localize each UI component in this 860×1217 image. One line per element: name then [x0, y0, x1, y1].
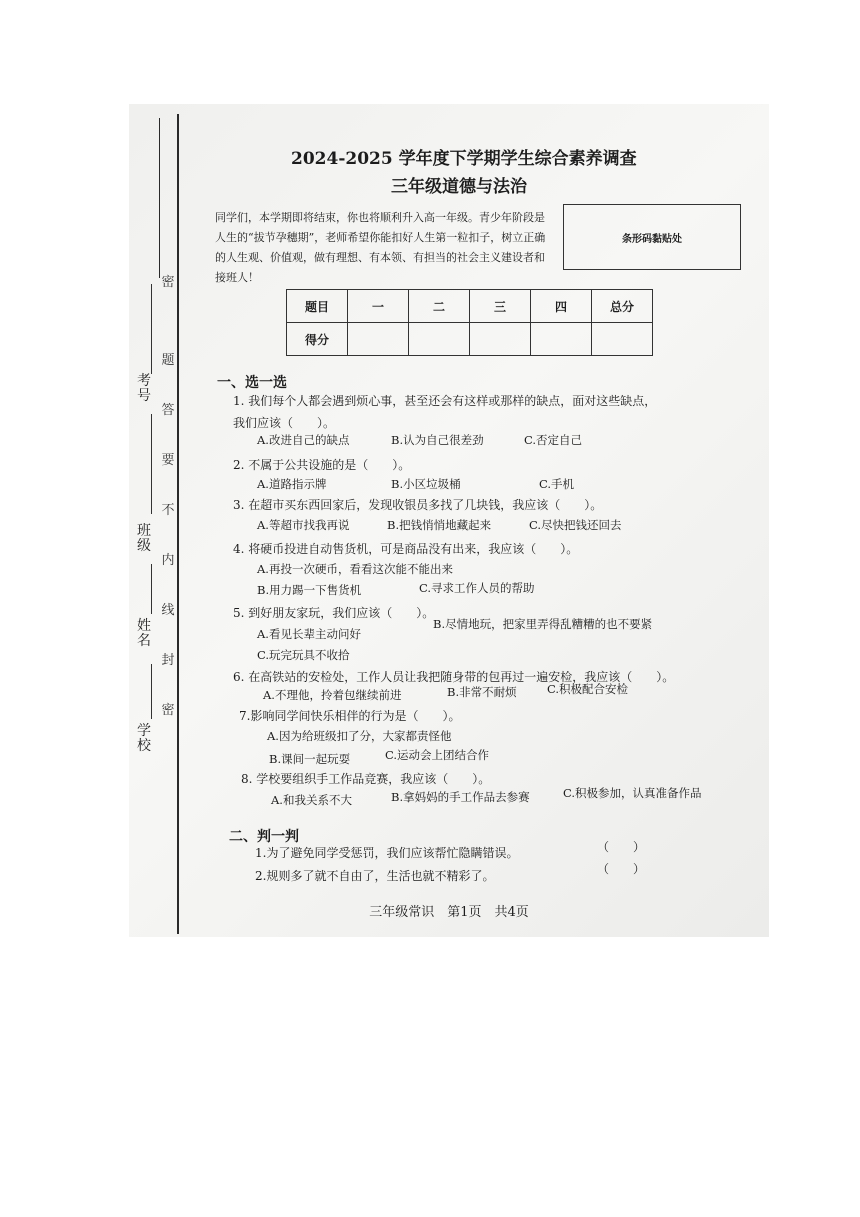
option[interactable]: A.再投一次硬币，看看这次能不能出来	[257, 562, 453, 576]
seal-char: 封	[161, 653, 175, 668]
barcode-label: 条形码黏贴处	[622, 233, 682, 245]
option[interactable]: A.因为给班级扣了分，大家都责怪他	[267, 729, 452, 743]
option[interactable]: B.用力踢一下售货机	[257, 583, 362, 597]
question-5-stem: 5. 到好朋友家玩，我们应该（ ）。	[233, 606, 435, 620]
option[interactable]: B.拿妈妈的手工作品去参赛	[391, 790, 530, 804]
score-input-cell[interactable]	[470, 323, 531, 356]
score-cell: 二	[409, 290, 470, 323]
section-heading-choice: 一、选一选	[217, 375, 287, 391]
field-label-school: 学校	[137, 723, 151, 754]
field-line-school	[151, 664, 152, 719]
judge-item-1: 1.为了避免同学受惩罚，我们应该帮忙隐瞒错误。	[255, 846, 519, 860]
option[interactable]: C.积极参加，认真准备作品	[563, 786, 702, 800]
score-cell: 题目	[287, 290, 348, 323]
score-cell: 总分	[592, 290, 653, 323]
seal-char: 要	[161, 453, 175, 468]
option[interactable]: A.改进自己的缺点	[257, 433, 350, 447]
option[interactable]: B.非常不耐烦	[447, 685, 517, 699]
exam-title: 2024-2025 学年度下学期学生综合素养调查	[291, 149, 637, 169]
field-line-exam-no	[151, 284, 152, 374]
option[interactable]: B.认为自己很差劲	[391, 433, 484, 447]
score-table-header-row	[287, 290, 653, 323]
seal-char-top: 密	[161, 275, 175, 290]
option[interactable]: C.运动会上团结合作	[385, 748, 490, 762]
field-line-class	[151, 414, 152, 514]
option[interactable]: C.玩完玩具不收拾	[257, 648, 350, 662]
question-6-stem: 6. 在高铁站的安检处，工作人员让我把随身带的包再过一遍安检，我应该（ ）。	[233, 670, 675, 684]
judge-bracket-2[interactable]: （ ）	[597, 862, 646, 876]
field-label-class: 班级	[137, 523, 151, 554]
option[interactable]: A.道路指示牌	[257, 477, 327, 491]
option[interactable]: C.手机	[539, 477, 575, 491]
field-label-exam-no: 考号	[137, 373, 151, 404]
intro-text: 同学们，本学期即将结束，你也将顺利升入高一年级。青少年阶段是人生的“拔节孕穗期”，老师希望你能扣好人生第一粒扣子，树立正确的人生观、价值观，做有理想、有本领、有担当的社会主义建设者和接班人！	[215, 211, 546, 284]
option[interactable]: A.等超市找我再说	[257, 518, 350, 532]
binding-line-outer	[177, 114, 179, 934]
option[interactable]: C.否定自己	[524, 433, 583, 447]
option[interactable]: C.寻求工作人员的帮助	[419, 581, 535, 595]
barcode-box	[563, 204, 741, 270]
page-footer: 三年级常识 第1页 共4页	[369, 905, 529, 920]
option[interactable]: B.课间一起玩耍	[269, 752, 351, 766]
score-row-label: 得分	[287, 323, 348, 356]
question-1-stem: 1. 我们每个人都会遇到烦心事，甚至还会有这样或那样的缺点，面对这些缺点，	[233, 394, 657, 408]
option[interactable]: A.不理他，拎着包继续前进	[263, 688, 402, 702]
question-2-stem: 2. 不属于公共设施的是（ ）。	[233, 458, 411, 472]
score-cell: 四	[531, 290, 592, 323]
score-cell: 一	[348, 290, 409, 323]
score-input-cell[interactable]	[531, 323, 592, 356]
seal-char: 不	[161, 503, 175, 518]
option[interactable]: A.看见长辈主动问好	[257, 627, 361, 641]
score-table	[286, 289, 653, 356]
option[interactable]: C.积极配合安检	[547, 682, 629, 696]
binding-line-inner	[159, 118, 160, 278]
score-table-score-row	[287, 323, 653, 356]
score-input-cell[interactable]	[348, 323, 409, 356]
judge-item-2: 2.规则多了就不自由了，生活也就不精彩了。	[255, 869, 495, 883]
field-line-name	[151, 564, 152, 614]
seal-char: 题	[161, 353, 175, 368]
question-1-stem-cont: 我们应该（ ）。	[233, 416, 336, 430]
question-7-stem: 7.影响同学间快乐相伴的行为是（ ）。	[239, 709, 461, 723]
option[interactable]: B.把钱悄悄地藏起来	[387, 518, 492, 532]
seal-char: 线	[161, 603, 175, 618]
option[interactable]: B.尽情地玩，把家里弄得乱糟糟的也不要紧	[433, 617, 653, 631]
question-3-stem: 3. 在超市买东西回家后，发现收银员多找了几块钱，我应该（ ）。	[233, 498, 603, 512]
seal-char: 答	[161, 403, 175, 418]
option[interactable]: C.尽快把钱还回去	[529, 518, 622, 532]
option[interactable]: A.和我关系不大	[271, 793, 352, 807]
exam-subtitle: 三年级道德与法治	[391, 177, 527, 197]
question-8-stem: 8. 学校要组织手工作品竞赛，我应该（ ）。	[241, 772, 491, 786]
judge-bracket-1[interactable]: （ ）	[597, 840, 646, 854]
option[interactable]: B.小区垃圾桶	[391, 477, 461, 491]
score-input-cell[interactable]	[409, 323, 470, 356]
score-cell: 三	[470, 290, 531, 323]
section-heading-judge: 二、判一判	[229, 829, 299, 845]
question-4-stem: 4. 将硬币投进自动售货机，可是商品没有出来，我应该（ ）。	[233, 542, 579, 556]
seal-char: 内	[161, 553, 175, 568]
seal-char: 密	[161, 703, 175, 718]
field-label-name: 姓名	[137, 618, 151, 649]
exam-paper-photo	[129, 104, 769, 937]
score-input-cell[interactable]	[592, 323, 653, 356]
